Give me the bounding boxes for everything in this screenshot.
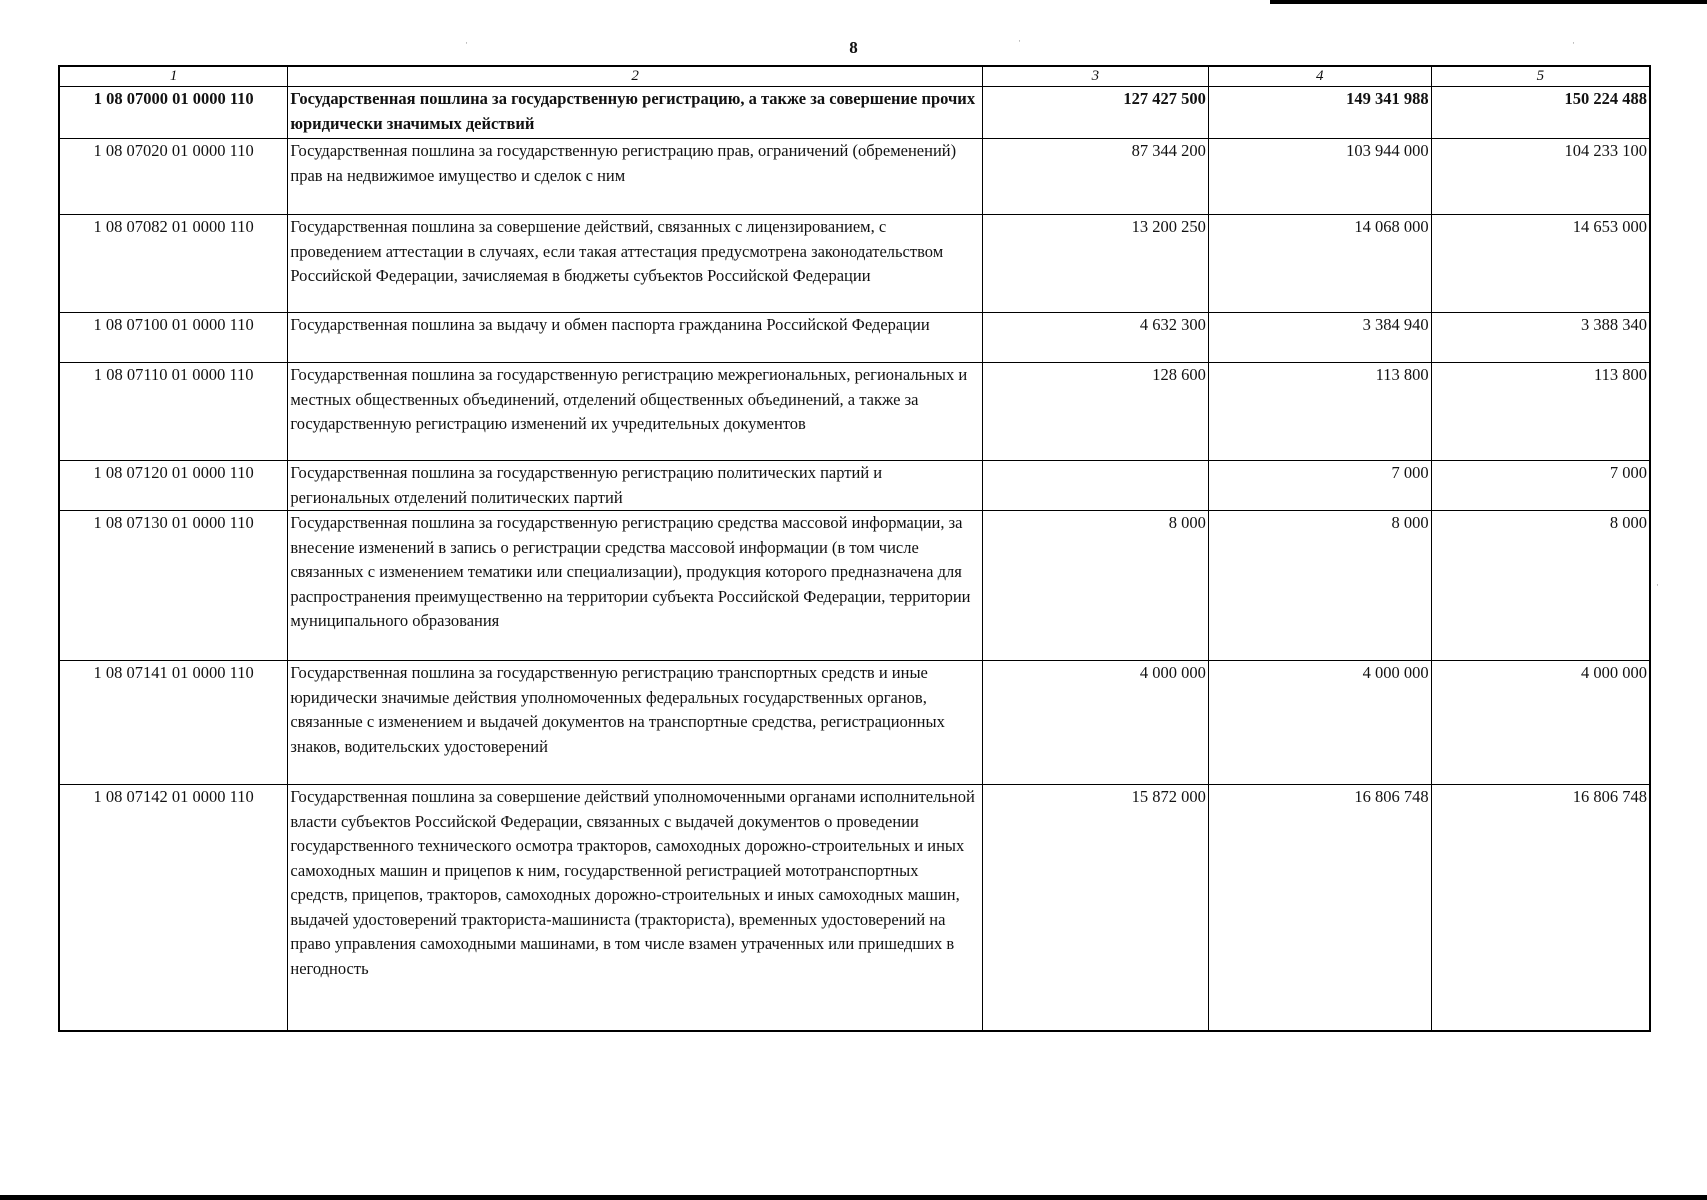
value-col4: 8 000 bbox=[1208, 511, 1431, 661]
revenue-description: Государственная пошлина за государственную регистрацию транспортных средств и иные юридически значимые действия уполномоченных федеральных государственных органов, связанные с изменением и выдачей документов на транспортные средства, регистрационных знаков, водительских удостоверений bbox=[288, 661, 983, 785]
budget-code: 1 08 07142 01 0000 110 bbox=[59, 785, 288, 1031]
revenue-description: Государственная пошлина за государственную регистрацию средства массовой информации, за внесение изменений в запись о регистрации средства массовой информации (в том числе связанных с изменением тематики или специализации), продукция которого предназначена для распространения преимущественно на территории субъекта Российской Федерации, территории муниципального образования bbox=[288, 511, 983, 661]
budget-code: 1 08 07020 01 0000 110 bbox=[59, 139, 288, 215]
revenue-description: Государственная пошлина за государственную регистрацию политических партий и региональных отделений политических партий bbox=[288, 461, 983, 511]
value-col5: 14 653 000 bbox=[1431, 215, 1650, 313]
budget-code: 1 08 07082 01 0000 110 bbox=[59, 215, 288, 313]
table-row bbox=[59, 461, 1650, 511]
table-row bbox=[59, 313, 1650, 363]
value-col5: 7 000 bbox=[1431, 461, 1650, 511]
value-col3: 13 200 250 bbox=[982, 215, 1208, 313]
value-col4: 3 384 940 bbox=[1208, 313, 1431, 363]
scan-speck: · bbox=[1572, 38, 1575, 48]
value-col3: 87 344 200 bbox=[982, 139, 1208, 215]
table-row bbox=[59, 785, 1650, 1031]
scan-edge-bottom bbox=[0, 1195, 1707, 1200]
column-number: 4 bbox=[1208, 66, 1431, 87]
value-col5: 16 806 748 bbox=[1431, 785, 1650, 1031]
revenue-table bbox=[58, 65, 1651, 1032]
scan-speck: · bbox=[1018, 36, 1021, 46]
value-col4: 14 068 000 bbox=[1208, 215, 1431, 313]
revenue-description: Государственная пошлина за государственную регистрацию межрегиональных, региональных и местных общественных объединений, отделений общественных объединений, а также за государственную регистрацию изменений их учредительных документов bbox=[288, 363, 983, 461]
value-col5: 104 233 100 bbox=[1431, 139, 1650, 215]
budget-code: 1 08 07130 01 0000 110 bbox=[59, 511, 288, 661]
value-col3: 4 632 300 bbox=[982, 313, 1208, 363]
value-col5: 8 000 bbox=[1431, 511, 1650, 661]
budget-code: 1 08 07100 01 0000 110 bbox=[59, 313, 288, 363]
scan-edge-top bbox=[1270, 0, 1707, 4]
value-col4: 149 341 988 bbox=[1208, 87, 1431, 139]
table-row bbox=[59, 363, 1650, 461]
budget-code: 1 08 07000 01 0000 110 bbox=[59, 87, 288, 139]
value-col3 bbox=[982, 461, 1208, 511]
value-col5: 3 388 340 bbox=[1431, 313, 1650, 363]
budget-code: 1 08 07141 01 0000 110 bbox=[59, 661, 288, 785]
value-col4: 113 800 bbox=[1208, 363, 1431, 461]
column-number-row bbox=[59, 66, 1650, 87]
scan-speck: · bbox=[1656, 580, 1659, 590]
table-row bbox=[59, 661, 1650, 785]
scan-speck: · bbox=[465, 38, 468, 48]
value-col4: 16 806 748 bbox=[1208, 785, 1431, 1031]
table-row bbox=[59, 139, 1650, 215]
value-col4: 103 944 000 bbox=[1208, 139, 1431, 215]
table-row bbox=[59, 215, 1650, 313]
value-col3: 15 872 000 bbox=[982, 785, 1208, 1031]
value-col3: 8 000 bbox=[982, 511, 1208, 661]
value-col3: 4 000 000 bbox=[982, 661, 1208, 785]
budget-code: 1 08 07110 01 0000 110 bbox=[59, 363, 288, 461]
column-number: 2 bbox=[288, 66, 983, 87]
revenue-description: Государственная пошлина за совершение действий, связанных с лицензированием, с проведением аттестации в случаях, если такая аттестация предусмотрена законодательством Российской Федерации, зачисляемая в бюджеты субъектов Российской Федерации bbox=[288, 215, 983, 313]
budget-code: 1 08 07120 01 0000 110 bbox=[59, 461, 288, 511]
table-row bbox=[59, 511, 1650, 661]
revenue-description: Государственная пошлина за государственную регистрацию, а также за совершение прочих юридически значимых действий bbox=[288, 87, 983, 139]
value-col3: 128 600 bbox=[982, 363, 1208, 461]
value-col3: 127 427 500 bbox=[982, 87, 1208, 139]
column-number: 3 bbox=[982, 66, 1208, 87]
column-number: 1 bbox=[59, 66, 288, 87]
value-col4: 4 000 000 bbox=[1208, 661, 1431, 785]
revenue-description: Государственная пошлина за выдачу и обмен паспорта гражданина Российской Федерации bbox=[288, 313, 983, 363]
value-col5: 113 800 bbox=[1431, 363, 1650, 461]
revenue-description: Государственная пошлина за совершение действий уполномоченными органами исполнительной власти субъектов Российской Федерации, связанных с выдачей документов о проведении государственного технического осмотра тракторов, самоходных дорожно-строительных и иных самоходных машин и прицепов к ним, государственной регистрацией мототранспортных средств, прицепов, тракторов, самоходных дорожно-строительных и иных самоходных машин, выдачей удостоверений тракториста-машиниста (тракториста), временных удостоверений на право управления самоходными машинами, в том числе взамен утраченных или пришедших в негодность bbox=[288, 785, 983, 1031]
revenue-description: Государственная пошлина за государственную регистрацию прав, ограничений (обременений) прав на недвижимое имущество и сделок с ним bbox=[288, 139, 983, 215]
value-col5: 150 224 488 bbox=[1431, 87, 1650, 139]
value-col5: 4 000 000 bbox=[1431, 661, 1650, 785]
table-row bbox=[59, 87, 1650, 139]
column-number: 5 bbox=[1431, 66, 1650, 87]
page-number: 8 bbox=[849, 38, 858, 57]
value-col4: 7 000 bbox=[1208, 461, 1431, 511]
